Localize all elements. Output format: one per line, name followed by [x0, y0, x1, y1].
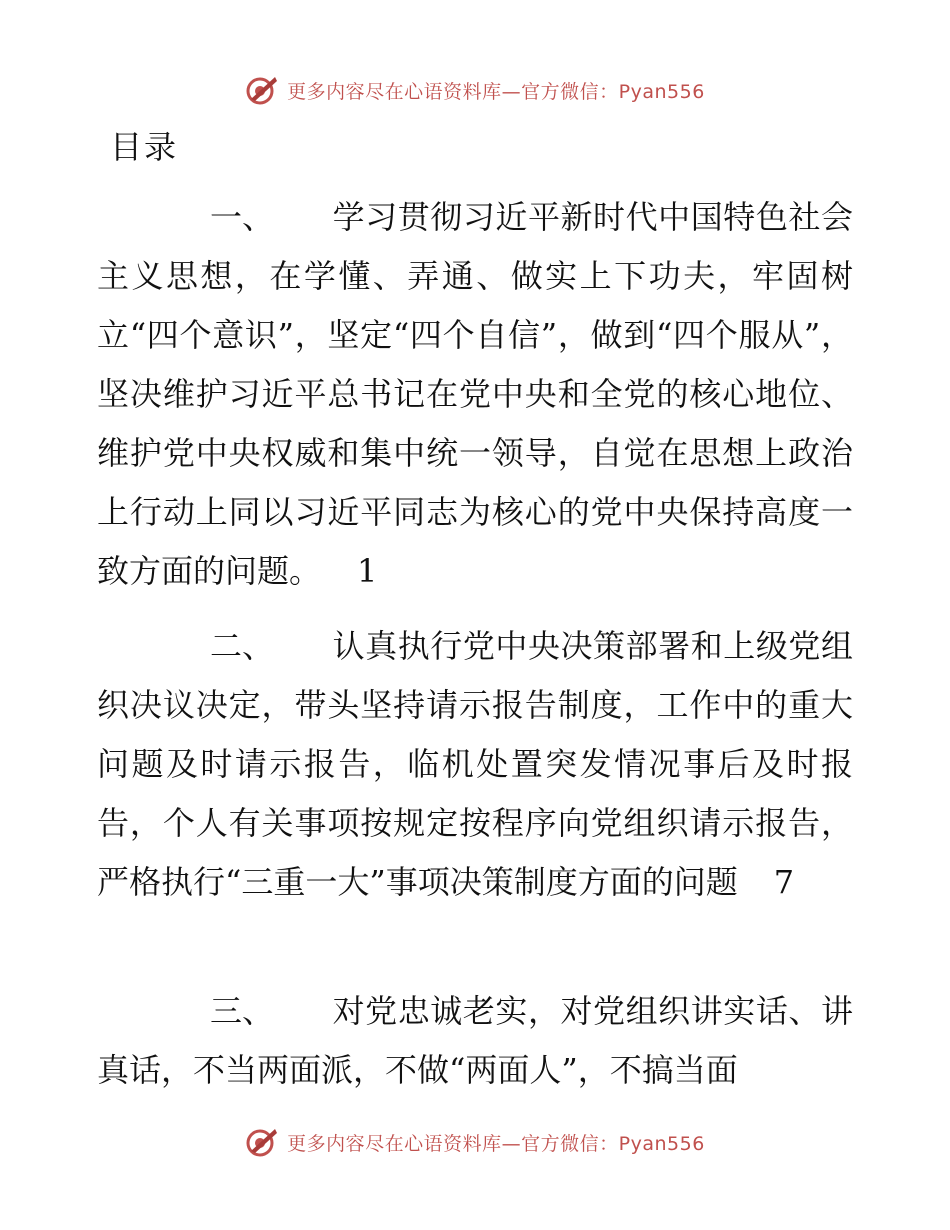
toc-title: 目录 — [110, 128, 179, 166]
toc-entry-number: 一、 — [210, 198, 275, 236]
watermark-text: 更多内容尽在心语资料库—官方微信：Pyan556 — [287, 1132, 705, 1155]
watermark-logo-icon — [245, 73, 279, 107]
toc-entry-text: 对党忠诚老实，对党组织讲实话、讲真话，不当两面派，不做“两面人”，不搞当面 — [97, 992, 853, 1089]
toc-entry-text: 认真执行党中央决策部署和上级党组织决议决定，带头坚持请示报告制度，工作中的重大问题及时请示报告，临机处置突发情况事后及时报告，个人有关事项按规定按程序向党组织请示报告，严格执行“三重一大”事项决策制度方面的问题 — [97, 627, 853, 901]
toc-entry-number: 二、 — [210, 627, 275, 665]
watermark-text: 更多内容尽在心语资料库—官方微信：Pyan556 — [287, 80, 705, 103]
toc-entry[interactable] — [97, 188, 853, 601]
watermark-banner-bottom — [0, 1124, 950, 1160]
toc-entry-text: 学习贯彻习近平新时代中国特色社会主义思想，在学懂、弄通、做实上下功夫，牢固树立“四个意识”，坚定“四个自信”，做到“四个服从”，坚决维护习近平总书记在党中央和全党的核心地位、维护党中央权威和集中统一领导，自觉在思想上政治上行动上同以习近平同志为核心的党中央保持高度一致方面的问题。 — [97, 198, 853, 590]
toc-entry[interactable] — [97, 617, 853, 912]
toc-entry[interactable] — [97, 982, 853, 1100]
toc-entry-page: 1 — [357, 552, 378, 590]
watermark-logo-icon — [245, 1125, 279, 1159]
toc-entry-page: 7 — [773, 863, 795, 901]
toc-entry-number: 三、 — [210, 992, 275, 1030]
watermark-banner-top — [0, 72, 950, 108]
